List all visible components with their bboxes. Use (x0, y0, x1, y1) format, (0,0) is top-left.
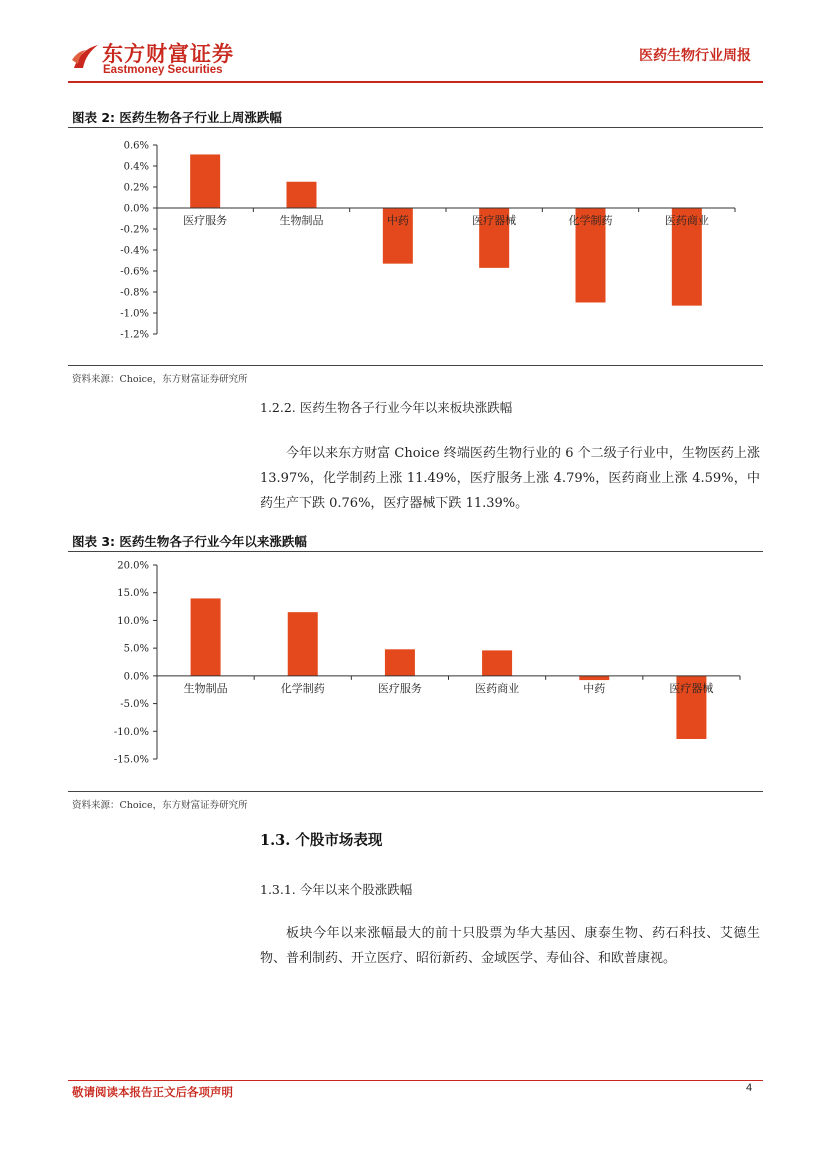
figure2-y-tick-label: -1.2% (120, 329, 149, 341)
figure3-y-tick-label: -15.0% (113, 754, 149, 766)
figure3-y-tick-label: 5.0% (123, 643, 149, 655)
figure3-bottom-rule (68, 791, 763, 792)
figure3-y-tick-label: -10.0% (113, 726, 149, 738)
figure2-top-rule (68, 127, 763, 128)
footer-divider (68, 1080, 763, 1081)
figure3-y-tick-label: 15.0% (117, 588, 149, 600)
footer-disclaimer: 敬请阅读本报告正文后各项声明 (72, 1085, 233, 1099)
figure3-bar (191, 598, 221, 675)
figure2-y-tick-label: 0.4% (123, 161, 149, 173)
figure3-y-tick-label: -5.0% (120, 699, 149, 711)
figure2-chart (68, 135, 768, 350)
company-name-en: Eastmoney Securities (103, 64, 223, 76)
figure3-category-label: 医疗服务 (377, 681, 422, 695)
figure2-y-tick-label: -1.0% (120, 308, 149, 320)
figure2-y-tick-label: -0.4% (120, 245, 149, 257)
figure3-title: 图表 3: 医药生物各子行业今年以来涨跌幅 (72, 534, 307, 549)
figure2-bar (287, 182, 317, 208)
figure2-y-tick-label: -0.8% (120, 287, 149, 299)
figure3-category-label: 生物制品 (183, 681, 228, 695)
figure3-category-label: 医药商业 (475, 681, 520, 695)
logo-icon (70, 42, 102, 72)
figure3-y-tick-label: 20.0% (117, 560, 149, 572)
figure2-y-tick-label: 0.2% (123, 182, 149, 194)
figure2-category-label: 医疗服务 (183, 214, 228, 227)
header-divider (68, 81, 763, 83)
figure3-y-tick-label: 10.0% (117, 615, 149, 627)
figure2-source: 资料来源：Choice，东方财富证券研究所 (72, 374, 248, 385)
section-1-2-2-text: 今年以来东方财富 Choice 终端医药生物行业的 6 个二级子行业中，生物医药上涨 13.97%，化学制药上涨 11.49%，医疗服务上涨 4.79%，医药商业上涨 4.59%，中药生产下跌 0.76%，医疗器械下跌 11.39%。 (260, 446, 760, 511)
figure2-y-tick-label: 0.6% (123, 140, 149, 152)
section-1-3-1-paragraph (260, 921, 760, 971)
figure2-category-label: 生物制品 (279, 214, 324, 227)
figure3-category-label: 化学制药 (280, 681, 325, 695)
figure3-y-tick-label: 0.0% (123, 671, 149, 683)
report-type: 医药生物行业周报 (639, 48, 751, 64)
figure3-bar (385, 649, 415, 676)
figure3-source: 资料来源：Choice，东方财富证券研究所 (72, 800, 248, 811)
section-1-3-1-text: 板块今年以来涨幅最大的前十只股票为华大基因、康泰生物、药石科技、艾德生物、普利制药、开立医疗、昭衍新药、金域医学、寿仙谷、和欧普康视。 (260, 926, 760, 966)
figure3-bar (579, 676, 609, 680)
figure2-category-label: 化学制药 (568, 214, 613, 227)
figure2-y-tick-label: 0.0% (123, 203, 149, 215)
company-name-cn: 东方财富证券 (102, 42, 234, 66)
figure2-bar (190, 154, 220, 208)
section-1-3-heading: 1.3. 个股市场表现 (260, 832, 383, 849)
section-1-2-2-paragraph (260, 441, 760, 516)
figure2-y-tick-label: -0.6% (120, 266, 149, 278)
section-1-3-1-heading: 1.3.1. 今年以来个股涨跌幅 (260, 882, 413, 897)
page-number: 4 (746, 1082, 753, 1094)
figure2-title: 图表 2: 医药生物各子行业上周涨跌幅 (72, 110, 282, 125)
section-1-2-2-heading: 1.2.2. 医药生物各子行业今年以来板块涨跌幅 (260, 400, 513, 415)
figure3-top-rule (68, 551, 763, 552)
figure3-category-label: 医疗器械 (669, 681, 714, 695)
figure2-category-label: 医疗器械 (472, 214, 517, 227)
figure2-y-tick-label: -0.2% (120, 224, 149, 236)
figure2-category-label: 中药 (386, 214, 409, 227)
figure3-chart (68, 556, 768, 771)
figure3-bar (288, 612, 318, 676)
figure2-bottom-rule (68, 365, 763, 366)
figure3-bar (482, 650, 512, 675)
figure2-category-label: 医药商业 (664, 214, 709, 227)
figure3-category-label: 中药 (583, 681, 606, 695)
